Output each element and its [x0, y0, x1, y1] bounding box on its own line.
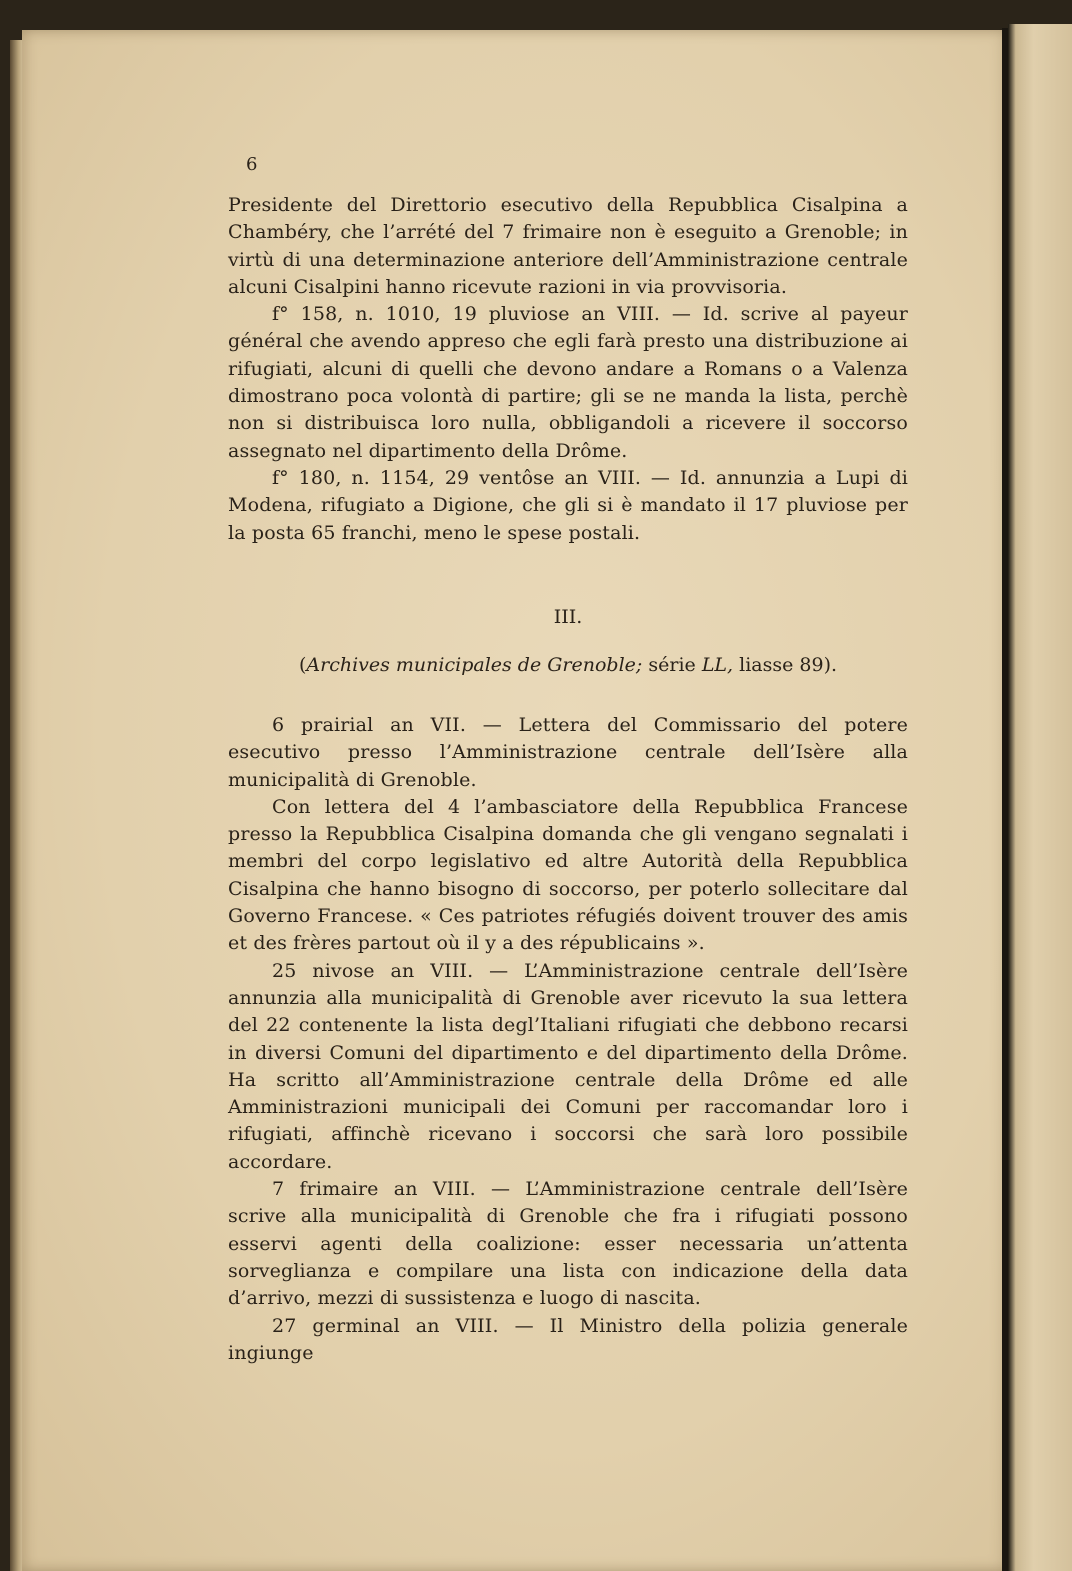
- paragraph-entry: Con lettera del 4 l’ambasciatore della Repubblica Francese presso la Repubblica Cisalpina domanda che gli vengano segnalati i membri del corpo legislativo ed altre Autorità della Repubblica Cisalpina che hanno bisogno di soccorso, per poterlo sollecitare dal Governo Francese. « Ces patriotes réfugiés doivent trouver des amis et des frères partout où il y a des républicains ».: [228, 795, 908, 955]
- paragraph-entry: f° 158, n. 1010, 19 pluviose an VIII. — Id. scrive al payeur général che avendo appreso che egli farà presto una distribuzione ai rifugiati, alcuni di quelli che devono andare a Romans o a Valenza dimostrano poca volontà di partire; gli se ne manda la lista, perchè non si distribuisca loro nulla, obbligandoli a ricevere il soccorso assegnato nel dipartimento della Drôme.: [228, 303, 908, 462]
- source-series-label: série: [642, 654, 702, 676]
- section-source: [228, 654, 908, 676]
- paragraph-entry: 27 germinal an VIII. — Il Ministro della polizia generale ingiunge: [228, 1314, 908, 1364]
- source-series: LL,: [701, 654, 734, 676]
- source-liasse: liasse 89).: [733, 654, 838, 676]
- paragraph-entry: 7 frimaire an VIII. — L’Amministrazione centrale dell’Isère scrive alla municipalità di Grenoble che fra i rifugiati possono esservi agenti della coalizione: esser necessaria un’attenta sorveglianza e compilare una lista con indicazione della data d’arrivo, mezzi di sussistenza e luogo di nascita.: [228, 1178, 908, 1310]
- source-archive: Archives municipales de Grenoble;: [306, 654, 643, 676]
- source-open: (: [298, 654, 307, 676]
- text-block-top: [228, 192, 908, 547]
- paragraph-entry: 25 nivose an VIII. — L’Amministrazione centrale dell’Isère annunzia alla municipalità di Grenoble aver ricevuto la sua lettera del 22 contenente la lista degl’Italiani rifugiati che debbono recarsi in diversi Comuni del dipartimento e del dipartimento della Drôme. Ha scritto all’Amministrazione centrale della Drôme ed alle Amministrazioni municipali dei Comuni per raccomandar loro i rifugiati, affinchè ricevano i soccorsi che sarà loro possibile accordare.: [228, 959, 908, 1173]
- next-page-edge: [1008, 24, 1072, 1571]
- paragraph-entry: f° 180, n. 1154, 29 ventôse an VIII. — Id. annunzia a Lupi di Modena, rifugiato a Digione, che gli si è mandato il 17 pluviose per la posta 65 franchi, meno le spese postali.: [228, 466, 908, 544]
- paragraph-entry: 6 prairial an VII. — Lettera del Commissario del potere esecutivo presso l’Amministrazione centrale dell’Isère alla municipalità di Grenoble.: [228, 714, 908, 791]
- section-numeral: III.: [553, 606, 583, 628]
- page-number: 6: [246, 154, 258, 175]
- paragraph-continued: Presidente del Direttorio esecutivo della Repubblica Cisalpina a Chambéry, che l’arrété del 7 frimaire non è eseguito a Grenoble; in virtù di una determinazione anteriore dell’Amministrazione centrale alcuni Cisalpini hanno ricevute razioni in via provvisoria.: [228, 194, 908, 298]
- text-block-bottom: [228, 712, 908, 1367]
